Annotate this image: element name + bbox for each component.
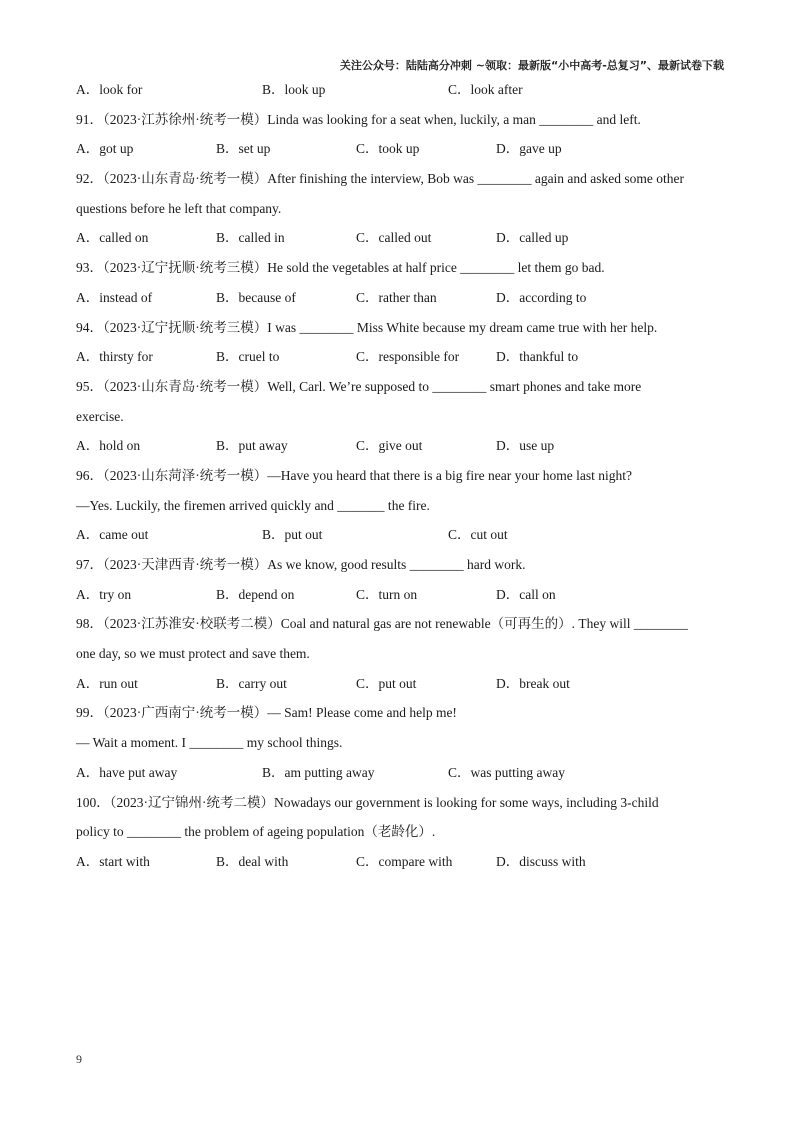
option-a: A．came out xyxy=(76,527,149,543)
option-c: C．put out xyxy=(356,675,417,691)
question-text: 97．（2023·天津西青·统考一模）As we know, good results ________ hard work. xyxy=(76,557,526,572)
option-b: B．put away xyxy=(216,438,288,454)
question-text: questions before he left that company. xyxy=(76,200,282,216)
option-a: A．start with xyxy=(76,853,150,869)
option-c: C．turn on xyxy=(356,586,418,602)
question-text: exercise. xyxy=(76,408,124,424)
question-q100 xyxy=(76,788,726,877)
question-text: 95．（2023·山东青岛·统考一模）Well, Carl. We’re supposed to ________ smart phones and take more xyxy=(76,378,642,394)
option-b: B．carry out xyxy=(216,675,287,691)
option-d: D．according to xyxy=(496,289,587,305)
option-b: B．look up xyxy=(262,82,326,97)
options-row xyxy=(76,431,726,461)
question-list xyxy=(76,75,726,877)
options-row xyxy=(76,342,726,372)
question-q90 xyxy=(76,75,726,105)
option-b: B．put out xyxy=(262,527,323,543)
question-text: 98．（2023·江苏淮安·校联考二模）Coal and natural gas are not renewable（可再生的）. They will ________ xyxy=(76,616,688,632)
option-c: C．compare with xyxy=(356,853,453,869)
options-row xyxy=(76,758,726,788)
question-text: 92．（2023·山东青岛·统考一模）After finishing the interview, Bob was ________ again and asked some other xyxy=(76,171,685,187)
option-c: C．give out xyxy=(356,438,423,454)
question-q94 xyxy=(76,313,726,372)
option-b: B．because of xyxy=(216,289,296,305)
question-text: 91．（2023·江苏徐州·统考一模）Linda was looking for a seat when, luckily, a man ________ and left. xyxy=(76,111,641,127)
option-a: A．have put away xyxy=(76,764,178,780)
option-b: B．depend on xyxy=(216,586,295,602)
options-row xyxy=(76,847,726,877)
option-d: D．use up xyxy=(496,438,555,454)
options-row xyxy=(76,669,726,699)
option-c: C．rather than xyxy=(356,289,437,305)
option-d: D．break out xyxy=(496,675,570,691)
question-text: 100．（2023·辽宁锦州·统考二模）Nowadays our government is looking for some ways, including 3-child xyxy=(76,794,659,810)
option-c: C．called out xyxy=(356,230,432,246)
option-a: A．instead of xyxy=(76,289,153,305)
option-a: A．run out xyxy=(76,675,138,691)
option-c: C．cut out xyxy=(448,527,508,543)
question-text: —Yes. Luckily, the firemen arrived quickly and _______ the fire. xyxy=(76,497,430,513)
options-row xyxy=(76,223,726,253)
option-c: C．responsible for xyxy=(356,349,460,365)
options-row xyxy=(76,520,726,550)
options-row xyxy=(76,283,726,313)
question-q91 xyxy=(76,105,726,164)
option-b: B．called in xyxy=(216,230,285,246)
option-d: D．discuss with xyxy=(496,853,586,869)
option-d: D．called up xyxy=(496,230,569,246)
question-q97 xyxy=(76,550,726,609)
page-header: 关注公众号：陆陆高分冲刺 ~领取：最新版“小中高考-总复习”、最新试卷下载 xyxy=(339,59,724,72)
page-number: 9 xyxy=(76,1052,82,1066)
question-q99 xyxy=(76,698,726,787)
question-text: one day, so we must protect and save them. xyxy=(76,646,310,662)
option-b: B．set up xyxy=(216,141,271,157)
option-a: A．try on xyxy=(76,586,132,602)
option-d: D．call on xyxy=(496,586,556,602)
question-text: — Wait a moment. I ________ my school things. xyxy=(76,735,343,751)
options-row xyxy=(76,580,726,610)
question-text: 96．（2023·山东菏泽·统考一模）—Have you heard that there is a big fire near your home last night? xyxy=(76,467,632,483)
option-d: D．gave up xyxy=(496,141,562,157)
option-a: A．called on xyxy=(76,230,149,246)
question-q98 xyxy=(76,609,726,698)
options-row xyxy=(76,134,726,164)
question-q92 xyxy=(76,164,726,253)
question-q96 xyxy=(76,461,726,550)
question-q93 xyxy=(76,253,726,312)
option-c: C．was putting away xyxy=(448,764,565,780)
option-d: D．thankful to xyxy=(496,349,579,365)
option-a: A．got up xyxy=(76,141,134,157)
option-a: A．look for xyxy=(76,82,143,97)
option-b: B．cruel to xyxy=(216,349,280,365)
option-b: B．deal with xyxy=(216,853,289,869)
question-text: 99．（2023·广西南宁·统考一模）— Sam! Please come and help me! xyxy=(76,705,457,721)
option-a: A．thirsty for xyxy=(76,349,153,365)
option-c: C．look after xyxy=(448,82,523,97)
option-a: A．hold on xyxy=(76,438,141,454)
question-text: policy to ________ the problem of ageing population（老龄化）. xyxy=(76,824,436,840)
option-b: B．am putting away xyxy=(262,764,375,780)
options-row xyxy=(76,75,726,105)
question-text: 94．（2023·辽宁抚顺·统考三模）I was ________ Miss White because my dream came true with her help. xyxy=(76,319,658,335)
option-c: C．took up xyxy=(356,141,420,157)
question-text: 93．（2023·辽宁抚顺·统考三模）He sold the vegetables at half price ________ let them go bad. xyxy=(76,260,605,276)
question-q95 xyxy=(76,372,726,461)
